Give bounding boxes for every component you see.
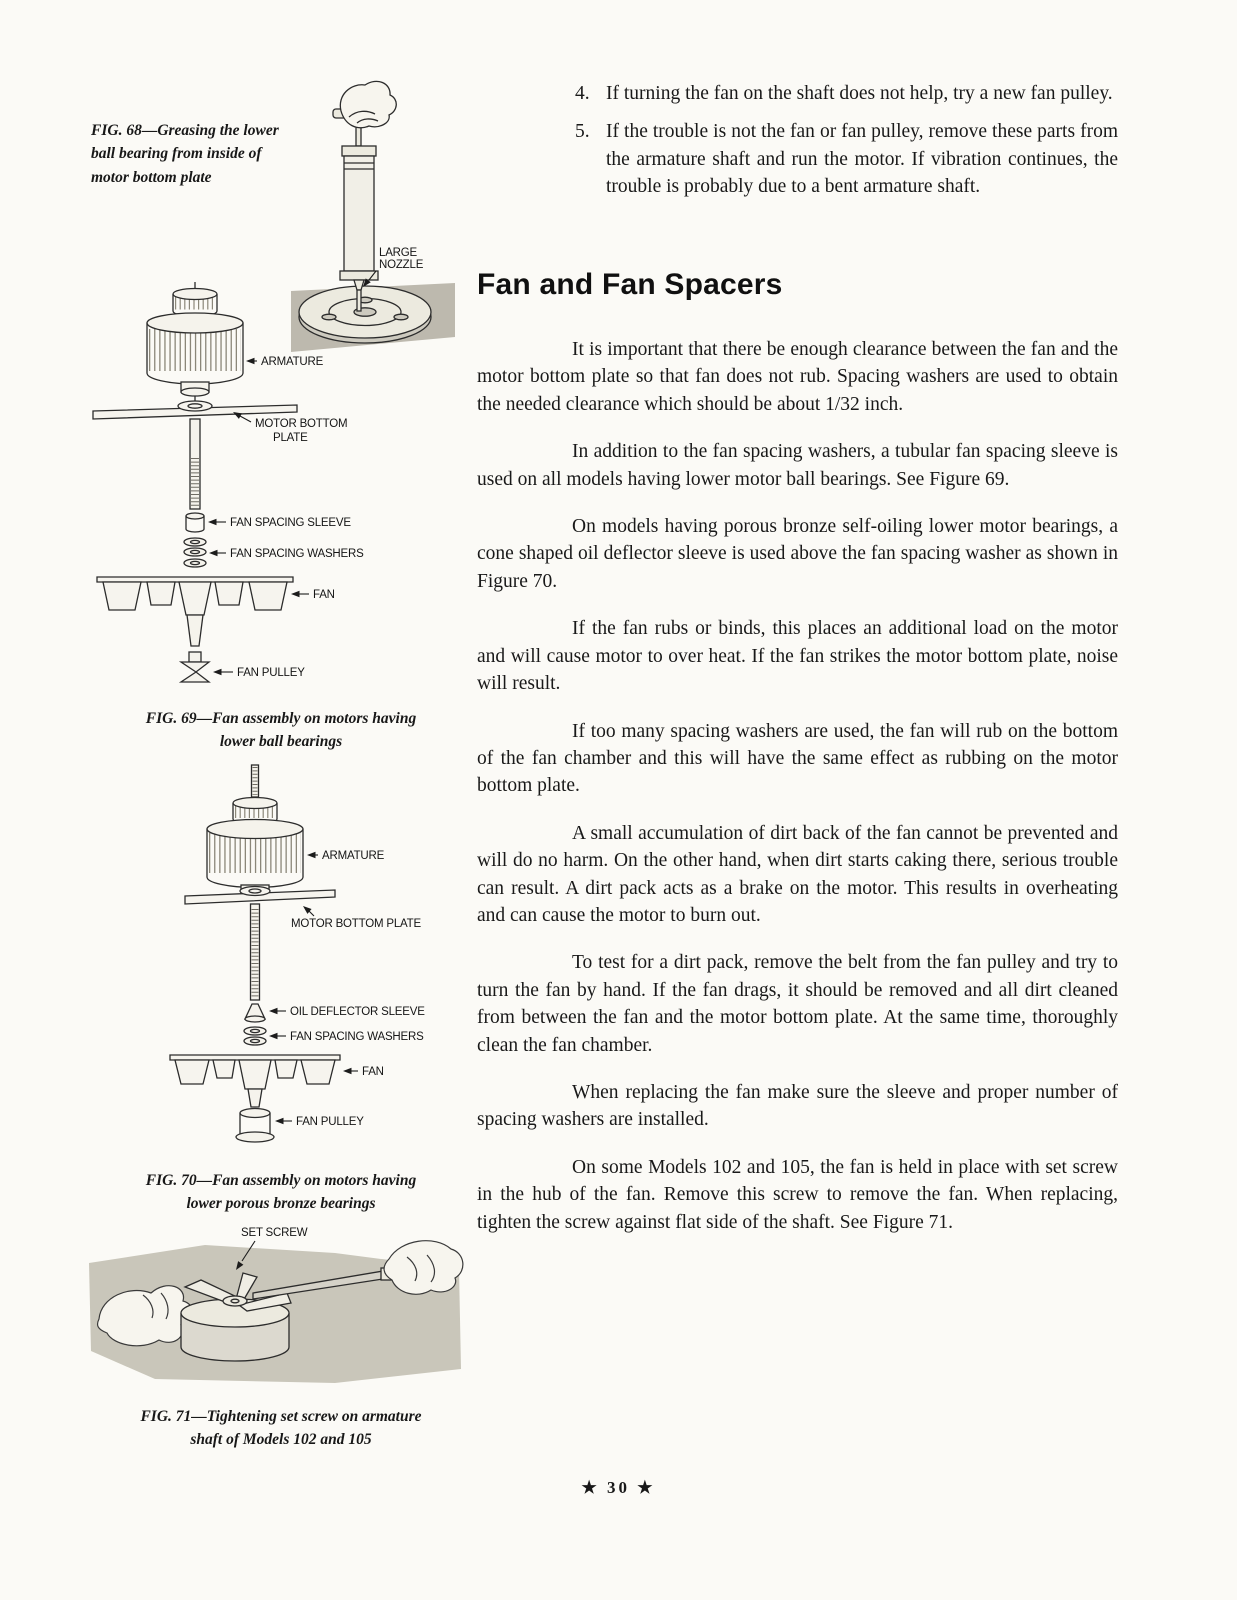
motor-bottom-plate-label-line2: PLATE — [273, 432, 308, 444]
oil-deflector-sleeve-label: OIL DEFLECTOR SLEEVE — [290, 1006, 425, 1018]
list-item-5 — [575, 118, 1118, 200]
list-item-5-number: 5. — [575, 121, 590, 143]
list-item-4 — [575, 80, 1118, 107]
fig71-caption — [85, 1405, 477, 1452]
fig71-labels — [241, 1227, 308, 1239]
hand-drawing — [340, 81, 396, 127]
large-nozzle-label-line2: NOZZLE — [379, 259, 424, 271]
fig70-caption — [85, 1169, 477, 1216]
paragraph: If the fan rubs or binds, this places an additional load on the motor and will cause motor to over heat. If the fan strikes the motor bottom plate, noise will result. — [477, 618, 1118, 695]
fig71-caption-line2: shaft of Models 102 and 105 — [190, 1431, 372, 1449]
armature-label: ARMATURE — [261, 356, 324, 368]
fig70-diagram — [85, 763, 475, 1163]
fan-pulley-label: FAN PULLEY — [237, 667, 305, 679]
fig69-caption — [85, 707, 477, 754]
section-heading: Fan and Fan Spacers — [477, 267, 783, 301]
page-number: ★ 30 ★ — [581, 1478, 656, 1497]
paragraph: On some Models 102 and 105, the fan is held in place with set screw in the hub of the fan. Remove this screw to remove the fan. When replacing, tighten the screw against flat side of the shaft. See Figure 71. — [477, 1156, 1118, 1233]
fan-pulley-label: FAN PULLEY — [296, 1116, 364, 1128]
fig71-illustration — [85, 1223, 467, 1395]
paragraph: When replacing the fan make sure the sleeve and proper number of spacing washers are installed. — [477, 1081, 1118, 1131]
paragraph: On models having porous bronze self-oiling lower motor bearings, a cone shaped oil deflector sleeve is used above the fan spacing washer as shown in Figure 70. — [477, 516, 1118, 592]
right-hand-drawing — [384, 1241, 463, 1295]
motor-bottom-plate-label-line1: MOTOR BOTTOM — [255, 418, 348, 430]
list-item-4-number: 4. — [575, 83, 590, 104]
fan-spacing-washers-label: FAN SPACING WASHERS — [290, 1031, 424, 1043]
fig68-labels — [379, 247, 424, 271]
list-item-5-text: If the trouble is not the fan or fan pulley, remove these parts from the armature shaft and run the motor. If vibration continues, the trouble is probably due to a bent armature shaft. — [606, 121, 1118, 198]
list-item-4-text: If turning the fan on the shaft does not help, try a new fan pulley. — [606, 83, 1113, 104]
paragraph: To test for a dirt pack, remove the belt from the fan pulley and try to turn the fan by hand. If the fan drags, it should be removed and all dirt cleaned from between the fan and the motor bottom plate. At the same time, thoroughly clean the fan chamber. — [477, 952, 1118, 1056]
fan-spacing-washers-label: FAN SPACING WASHERS — [230, 548, 364, 560]
paragraph: It is important that there be enough clearance between the fan and the motor bottom plate so that fan does not rub. Spacing washers are used to obtain the needed clearance which should be about 1/32 inch. — [477, 339, 1118, 415]
text-column — [477, 80, 1118, 1236]
set-screw-label: SET SCREW — [241, 1227, 308, 1239]
large-nozzle-label-line1: LARGE — [379, 247, 417, 259]
paragraph: In addition to the fan spacing washers, a tubular fan spacing sleeve is used on all models having lower motor ball bearings. See Figure 69. — [477, 441, 1118, 490]
fig71-caption-line1: FIG. 71—Tightening set screw on armature — [140, 1408, 422, 1425]
fan-label: FAN — [362, 1066, 384, 1078]
fig70-drawing — [170, 765, 340, 1142]
fig69-caption-line1: FIG. 69—Fan assembly on motors having — [145, 710, 417, 727]
fig68-caption: FIG. 68—Greasing the lower ball bearing from inside of motor bottom plate — [91, 122, 279, 186]
figures-column — [85, 75, 477, 1485]
paragraph: A small accumulation of dirt back of the fan cannot be prevented and will do no harm. On the other hand, when dirt starts caking there, serious trouble can result. A dirt pack acts as a brake on the motor. This results in overheating and can cause the motor to burn out. — [477, 822, 1118, 926]
fan-label: FAN — [313, 589, 335, 601]
fan-spacing-sleeve-label: FAN SPACING SLEEVE — [230, 517, 351, 529]
fig69-diagram — [85, 280, 475, 702]
armature-label: ARMATURE — [322, 850, 385, 862]
fig70-caption-line1: FIG. 70—Fan assembly on motors having — [145, 1172, 417, 1189]
paragraph: If too many spacing washers are used, the fan will rub on the bottom of the fan chamber and this will have the same effect as rubbing on the motor bottom plate. — [477, 720, 1118, 797]
fig69-drawing — [93, 282, 297, 682]
motor-bottom-plate-label: MOTOR BOTTOM PLATE — [291, 918, 421, 930]
fig69-caption-line2: lower ball bearings — [219, 733, 343, 751]
fig70-caption-line2: lower porous bronze bearings — [186, 1195, 376, 1213]
